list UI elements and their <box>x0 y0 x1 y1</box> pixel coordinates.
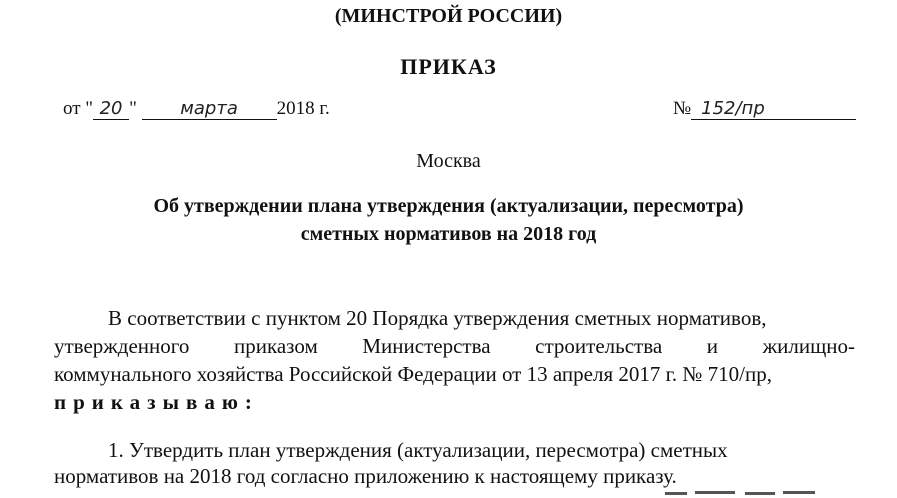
paragraph-1-line-2: утвержденного приказом Министерства строительства и жилищно- <box>54 334 855 358</box>
subject-line-2: сметных нормативов на 2018 год <box>300 223 597 245</box>
item-1-line-1: 1. Утвердить план утверждения (актуализации, пересмотра) сметных <box>108 438 728 462</box>
ministry-name: (МИНСТРОЙ РОССИИ) <box>334 5 563 27</box>
cropped-text-ink <box>665 486 815 498</box>
number-sign: № <box>673 98 692 119</box>
order-subject <box>0 192 897 248</box>
number-value: 152/пр <box>691 99 856 120</box>
date-quote-close: " <box>129 98 137 119</box>
item-1-line-2: нормативов на 2018 год согласно приложению к настоящему приказу. <box>54 464 677 488</box>
date-prefix: от " <box>63 98 94 119</box>
cropped-next-line <box>54 484 855 498</box>
city: Москва <box>416 150 481 172</box>
date-day: 20 <box>93 99 129 120</box>
date-year: 2018 г. <box>276 98 330 119</box>
subject-line-1: Об утверждении плана утверждения (актуализации, пересмотра) <box>153 195 744 217</box>
order-title: ПРИКАЗ <box>400 54 497 79</box>
paragraph-1-line-3: коммунального хозяйства Российской Федерации от 13 апреля 2017 г. № 710/пр, <box>54 362 772 386</box>
orders-word: приказываю: <box>54 390 259 414</box>
order-number <box>673 98 856 120</box>
order-date <box>63 98 330 120</box>
date-month: марта <box>142 99 277 120</box>
paragraph-1-line-1: В соответствии с пунктом 20 Порядка утверждения сметных нормативов, <box>108 306 767 330</box>
